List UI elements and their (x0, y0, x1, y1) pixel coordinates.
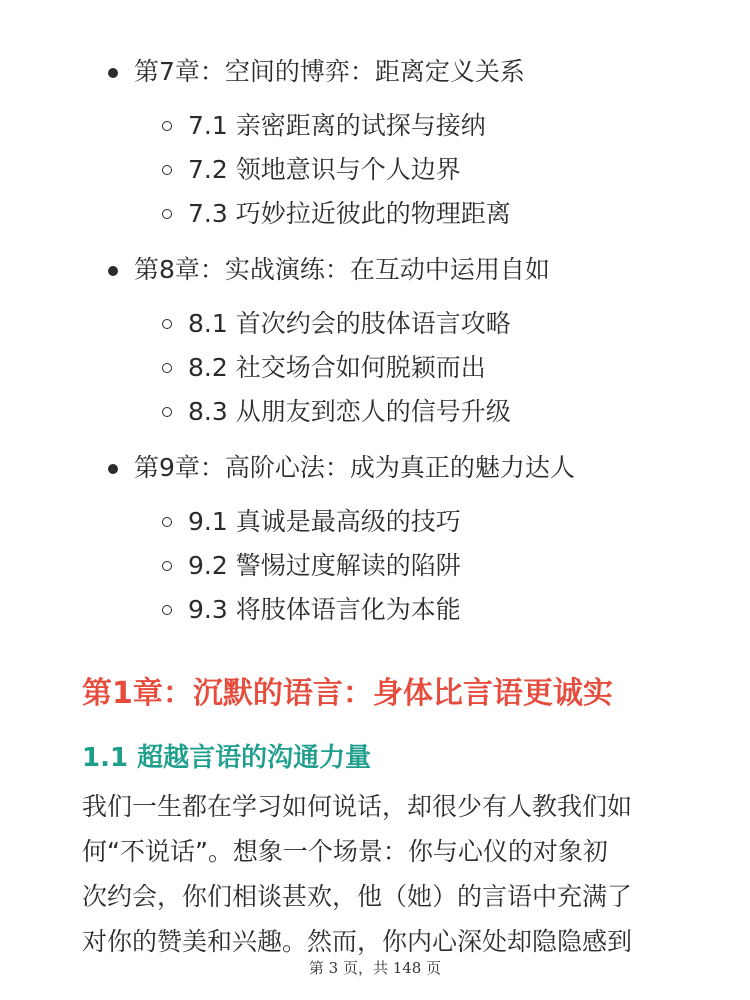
paragraph-line: 何“不说话”。想象一个场景：你与心仪的对象初 (82, 837, 608, 866)
section-heading: 1.1 超越言语的沟通力量 (82, 743, 372, 773)
toc-section-title: 9.1 真诚是最高级的技巧 (188, 507, 461, 536)
toc-section-title: 8.1 首次约会的肢体语言攻略 (188, 309, 511, 338)
hollow-bullet-icon (162, 165, 172, 175)
page-indicator: 第 3 页，共 148 页 (308, 959, 442, 977)
toc-section (162, 302, 750, 346)
table-of-contents (0, 48, 750, 642)
toc-section-list (0, 302, 750, 434)
toc-section-title: 7.2 领地意识与个人边界 (188, 155, 461, 184)
hollow-bullet-icon (162, 121, 172, 131)
paragraph-line: 对你的赞美和兴趣。然而，你内心深处却隐隐感到 (82, 927, 633, 956)
toc-section-list (0, 500, 750, 632)
toc-chapter-title: 第7章：空间的博弈：距离定义关系 (134, 57, 525, 86)
toc-section (162, 390, 750, 434)
toc-section (162, 192, 750, 236)
toc-section (162, 500, 750, 544)
toc-section (162, 588, 750, 632)
hollow-bullet-icon (162, 605, 172, 615)
hollow-bullet-icon (162, 517, 172, 527)
toc-section-list (0, 104, 750, 236)
toc-chapter-9 (108, 444, 750, 492)
paragraph-line: 次约会，你们相谈甚欢，他（她）的言语中充满了 (82, 882, 633, 911)
toc-chapter-title: 第9章：高阶心法：成为真正的魅力达人 (134, 453, 575, 482)
body-paragraph (82, 784, 678, 964)
hollow-bullet-icon (162, 319, 172, 329)
toc-chapter-8 (108, 246, 750, 294)
toc-section-title: 8.2 社交场合如何脱颖而出 (188, 353, 486, 382)
hollow-bullet-icon (162, 363, 172, 373)
toc-section-title: 8.3 从朋友到恋人的信号升级 (188, 397, 511, 426)
paragraph-line: 我们一生都在学习如何说话，却很少有人教我们如 (82, 792, 633, 821)
hollow-bullet-icon (162, 561, 172, 571)
hollow-bullet-icon (162, 209, 172, 219)
filled-bullet-icon (108, 266, 118, 276)
toc-section (162, 104, 750, 148)
toc-section-title: 9.2 警惕过度解读的陷阱 (188, 551, 461, 580)
toc-section-title: 7.3 巧妙拉近彼此的物理距离 (188, 199, 511, 228)
chapter-heading: 第1章：沉默的语言：身体比言语更诚实 (82, 676, 613, 711)
toc-section-title: 9.3 将肢体语言化为本能 (188, 595, 461, 624)
toc-section (162, 544, 750, 588)
toc-section (162, 346, 750, 390)
filled-bullet-icon (108, 464, 118, 474)
hollow-bullet-icon (162, 407, 172, 417)
toc-section (162, 148, 750, 192)
filled-bullet-icon (108, 68, 118, 78)
toc-section-title: 7.1 亲密距离的试探与接纳 (188, 111, 486, 140)
toc-chapter-title: 第8章：实战演练：在互动中运用自如 (134, 255, 550, 284)
toc-chapter-7 (108, 48, 750, 96)
